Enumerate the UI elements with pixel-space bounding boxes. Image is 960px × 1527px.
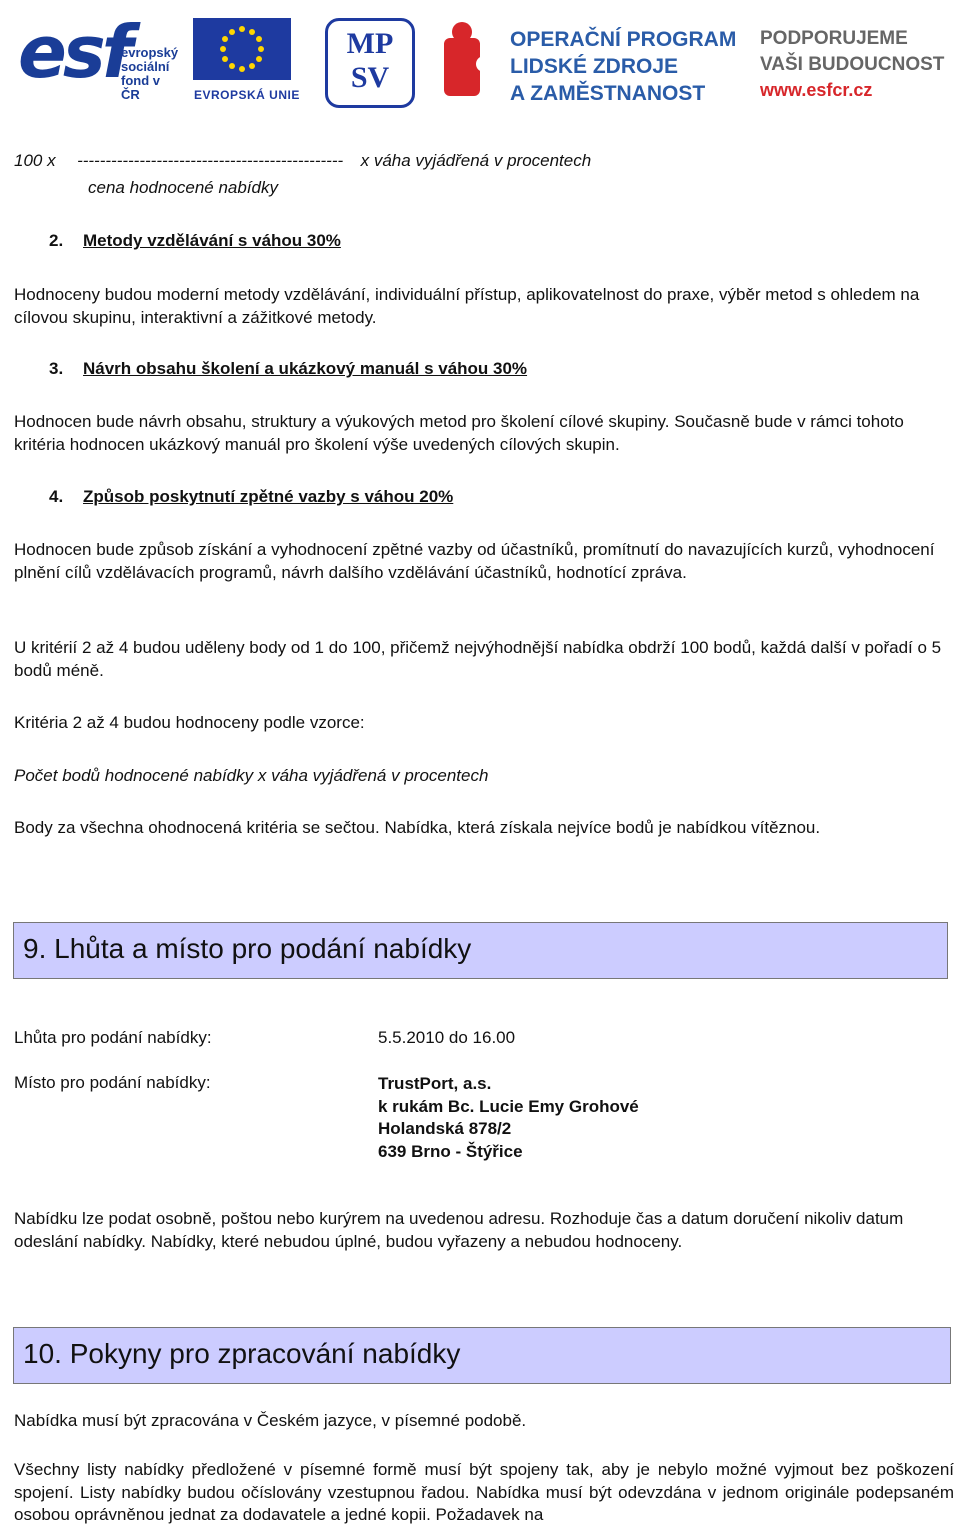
criterion-text: Hodnocen bude návrh obsahu, struktury a výukových metod pro školení cílové skupiny. Současně bude v rámci tohoto kritéria hodnocen ukázkový manuál pro školení výše uvedených cílových skupin. xyxy=(14,412,904,454)
address-line: 639 Brno - Štýřice xyxy=(378,1141,523,1161)
formula-line xyxy=(14,150,954,173)
instruction-paragraph: Nabídka musí být zpracována v Českém jazyce, v písemné podobě. xyxy=(14,1411,527,1430)
criterion-text: Hodnoceny budou moderní metody vzdělávání, individuální přístup, aplikovatelnost do praxe, výběr metod s ohledem na cílovou skupinu, interaktivní a zážitkové metody. xyxy=(14,285,920,327)
mpsv-line: SV xyxy=(350,61,390,94)
support-slogan xyxy=(760,26,944,78)
points-formula: Počet bodů hodnocené nabídky x váha vyjádřená v procentech xyxy=(14,766,489,785)
op-program-title xyxy=(510,26,736,107)
section-title: 10. Pokyny pro zpracování nabídky xyxy=(23,1338,461,1369)
criterion-title: Způsob poskytnutí zpětné vazby s váhou 20% xyxy=(83,487,454,506)
formula-intro: Kritéria 2 až 4 budou hodnoceny podle vzorce: xyxy=(14,713,365,732)
op-line: OPERAČNÍ PROGRAM xyxy=(510,28,737,51)
section-title: 9. Lhůta a místo pro podání nabídky xyxy=(23,933,472,964)
section-heading-box xyxy=(13,922,948,979)
slogan-line: PODPORUJEME xyxy=(760,28,908,49)
section-heading-box xyxy=(13,1327,951,1384)
support-url: www.esfcr.cz xyxy=(760,80,873,100)
esf-caption-line: sociální xyxy=(121,59,170,74)
esf-letters: esf xyxy=(18,10,130,94)
deadline-label: Lhůta pro podání nabídky: xyxy=(14,1028,212,1047)
place-label: Místo pro podání nabídky: xyxy=(14,1073,211,1092)
deadline-value: 5.5.2010 do 16.00 xyxy=(378,1028,516,1047)
esf-caption xyxy=(121,46,178,102)
criterion-number: 4. xyxy=(49,487,64,506)
op-line: LIDSKÉ ZDROJE xyxy=(510,55,679,78)
criterion-number: 2. xyxy=(49,231,64,250)
logo-banner xyxy=(0,0,960,118)
formula-suffix: x váha vyjádřená v procentech xyxy=(360,151,592,170)
mpsv-text xyxy=(328,27,412,95)
instruction-paragraph: Všechny listy nabídky předložené v písemné formě musí být spojeny tak, aby je nebylo možné vyjmout bez poškození spojení. Listy nabídky budou očíslovány vzestupnou řadou. Nabídka musí být odevzdána v jednom originále podepsaném osobou oprávněnou jednat za dodavatele a jedné kopii. Požadavek na xyxy=(14,1460,954,1524)
op-line: A ZAMĚSTNANOST xyxy=(510,82,706,105)
formula-dashes: ----------------------------------------------- xyxy=(77,151,344,170)
esf-caption-line: fond v ČR xyxy=(121,73,160,102)
scoring-summary: Body za všechna ohodnocená kritéria se sečtou. Nabídka, která získala nejvíce bodů je nabídkou vítěznou. xyxy=(14,818,821,837)
criterion-title: Metody vzdělávání s váhou 30% xyxy=(83,231,341,250)
points-rule: U kritérií 2 až 4 budou uděleny body od 1 do 100, přičemž nejvýhodnější nabídka obdrží 100 bodů, každá další v pořadí o 5 bodů méně. xyxy=(14,638,942,680)
eu-label: EVROPSKÁ UNIE xyxy=(194,88,300,102)
slogan-line: VAŠI BUDOUCNOST xyxy=(760,54,945,75)
criterion-number: 3. xyxy=(49,359,64,378)
submission-note: Nabídku lze podat osobně, poštou nebo kurýrem na uvedenou adresu. Rozhoduje čas a datum doručení nikoliv datum odeslání nabídky. Nabídky, které nebudou úplné, budou vyřazeny a nebudou hodnoceny. xyxy=(14,1209,904,1251)
mpsv-line: MP xyxy=(346,27,394,60)
submission-address xyxy=(378,1073,639,1163)
address-line: k rukám Bc. Lucie Emy Grohové xyxy=(378,1096,639,1116)
formula-denominator: cena hodnocené nabídky xyxy=(88,178,278,197)
eu-flag-icon xyxy=(193,18,291,80)
mpsv-logo xyxy=(325,18,415,108)
formula-prefix: 100 x xyxy=(14,151,56,170)
criterion-title: Návrh obsahu školení a ukázkový manuál s váhou 30% xyxy=(83,359,528,378)
puzzle-person-icon xyxy=(440,20,502,104)
esf-caption-line: evropský xyxy=(121,45,179,60)
criterion-text: Hodnocen bude způsob získání a vyhodnocení zpětné vazby od účastníků, promítnutí do navazujících kurzů, vyhodnocení plnění cílů vzdělávacích programů, návrh dalšího vzdělávání účastníků, hodnotící zpráva. xyxy=(14,540,935,582)
address-line: Holandská 878/2 xyxy=(378,1119,512,1138)
address-line: TrustPort, a.s. xyxy=(378,1074,492,1093)
